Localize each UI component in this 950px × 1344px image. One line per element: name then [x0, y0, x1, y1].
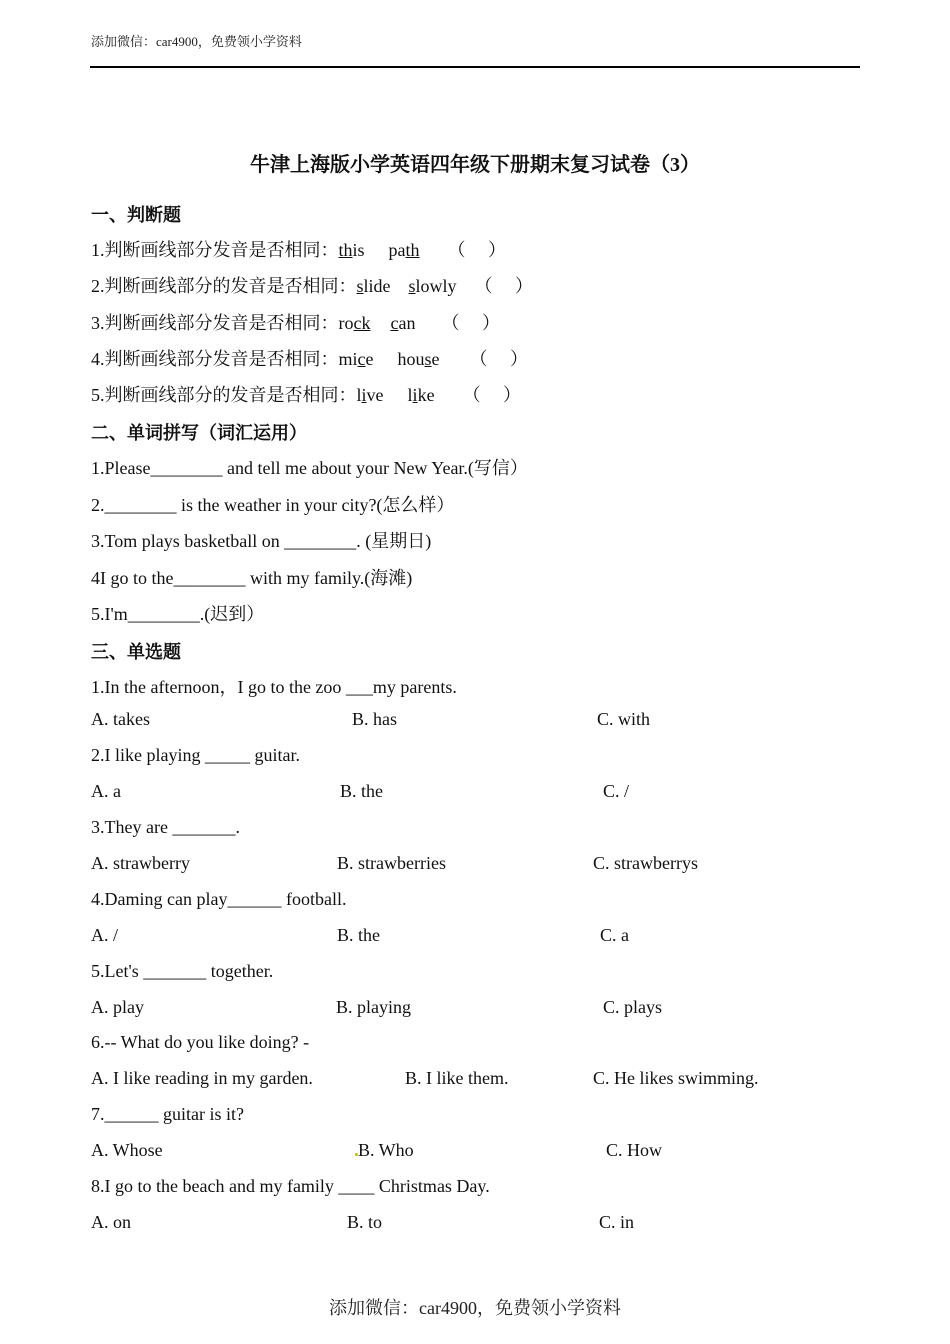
answer-paren: （ ） — [474, 276, 534, 296]
option-c: C. He likes swimming. — [593, 1068, 759, 1088]
answer-paren: （ ） — [469, 349, 529, 369]
word-one: this — [338, 240, 365, 260]
question-row — [91, 345, 528, 371]
option-b: B. Who — [358, 1140, 414, 1160]
question-row — [91, 309, 500, 335]
option-b: B. I like them. — [405, 1068, 509, 1088]
word-one: slide — [356, 276, 391, 296]
section-heading-spelling: 二、单词拼写（词汇运用） — [91, 423, 307, 443]
answer-paren: （ ） — [462, 385, 522, 405]
option-b: B. playing — [336, 997, 411, 1017]
question-prompt: 2.判断画线部分的发音是否相同： — [91, 276, 357, 296]
word-one: rock — [338, 313, 371, 333]
choice-question: 8.I go to the beach and my family ____ Christmas Day. — [91, 1176, 490, 1196]
word-two: can — [390, 313, 416, 333]
spelling-item: 4I go to the________ with my family.(海滩) — [91, 568, 413, 588]
option-c: C. strawberrys — [593, 853, 698, 873]
section-heading-choice: 三、单选题 — [91, 642, 181, 662]
word-two: slowly — [408, 276, 457, 296]
option-b: B. strawberries — [337, 853, 446, 873]
spelling-item: 2.________ is the weather in your city?(怎么样） — [91, 495, 455, 515]
question-row — [91, 381, 521, 407]
option-b: B. the — [340, 781, 383, 801]
answer-paren: （ ） — [441, 313, 500, 333]
question-row — [91, 272, 533, 298]
header-note: 添加微信：car4900，免费领小学资料 — [91, 34, 302, 49]
option-a: A. a — [91, 781, 121, 801]
footer-note: 添加微信：car4900，免费领小学资料 — [329, 1298, 621, 1318]
option-a: A. takes — [91, 709, 150, 729]
option-c: C. a — [600, 925, 629, 945]
option-c: C. plays — [603, 997, 663, 1017]
choice-question: 7.______ guitar is it? — [91, 1104, 244, 1124]
option-a: A. I like reading in my garden. — [91, 1068, 313, 1088]
answer-paren: （ ） — [447, 240, 507, 260]
question-prompt: 4.判断画线部分发音是否相同： — [91, 349, 339, 369]
question-prompt: 1.判断画线部分发音是否相同： — [91, 240, 339, 260]
page-title: 牛津上海版小学英语四年级下册期末复习试卷（3） — [250, 154, 700, 176]
option-a: A. / — [91, 925, 118, 945]
spelling-item: 1.Please________ and tell me about your New Year.(写信） — [91, 458, 528, 478]
option-b: B. the — [337, 925, 380, 945]
word-two: like — [407, 385, 435, 405]
question-prompt: 5.判断画线部分的发音是否相同： — [91, 385, 357, 405]
choice-question: 1.In the afternoon，I go to the zoo ___my parents. — [91, 677, 457, 697]
word-one: live — [356, 385, 384, 405]
option-c: C. in — [599, 1212, 635, 1232]
option-b: B. has — [352, 709, 397, 729]
option-a: A. on — [91, 1212, 131, 1232]
choice-question: 3.They are _______. — [91, 817, 240, 837]
choice-question: 2.I like playing _____ guitar. — [91, 745, 300, 765]
option-a: A. play — [91, 997, 144, 1017]
option-c: C. / — [603, 781, 630, 801]
option-a: A. Whose — [91, 1140, 163, 1160]
choice-question: 4.Daming can play______ football. — [91, 889, 347, 909]
option-c: C. with — [597, 709, 651, 729]
option-c: C. How — [606, 1140, 663, 1160]
choice-question: 5.Let's _______ together. — [91, 961, 274, 981]
spelling-item: 5.I'm________.(迟到） — [91, 604, 265, 624]
option-b: B. to — [347, 1212, 383, 1232]
question-prompt: 3.判断画线部分发音是否相同： — [91, 313, 339, 333]
section-heading-judgement: 一、判断题 — [91, 205, 181, 225]
word-one: mice — [338, 349, 374, 369]
word-two: path — [388, 240, 420, 260]
question-row — [91, 236, 506, 262]
word-two: house — [397, 349, 440, 369]
option-a: A. strawberry — [91, 853, 190, 873]
choice-question: 6.-- What do you like doing? - — [91, 1032, 310, 1052]
header-rule — [90, 66, 860, 68]
spelling-item: 3.Tom plays basketball on ________. (星期日) — [91, 531, 432, 551]
